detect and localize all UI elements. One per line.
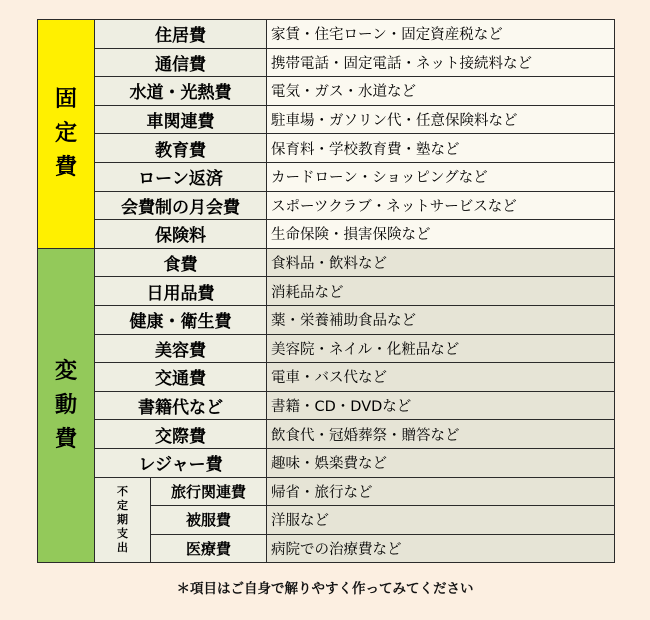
examples-cell: 書籍・CD・DVDなど [267, 391, 615, 420]
table-row [38, 48, 615, 77]
examples-cell: 美容院・ネイル・化粧品など [267, 334, 615, 363]
category-cell: 交通費 [95, 363, 267, 392]
category-cell: 住居費 [95, 20, 267, 49]
category-cell: 食費 [95, 248, 267, 277]
examples-cell: 病院での治療費など [267, 534, 615, 563]
category-cell: 車関連費 [95, 105, 267, 134]
table-row [38, 248, 615, 277]
category-cell: 医療費 [151, 534, 267, 563]
category-cell: 会費制の月会費 [95, 191, 267, 220]
table-row [38, 162, 615, 191]
category-cell: 交際費 [95, 420, 267, 449]
fixed-cost-label: 固定費 [54, 86, 77, 180]
examples-cell: カードローン・ショッピングなど [267, 162, 615, 191]
table-row [38, 334, 615, 363]
category-cell: 被服費 [151, 506, 267, 535]
category-cell: レジャー費 [95, 448, 267, 477]
table-row [38, 277, 615, 306]
examples-cell: 帰省・旅行など [267, 477, 615, 506]
table-row [38, 305, 615, 334]
category-cell: 水道・光熱費 [95, 77, 267, 106]
budget-category-table [37, 19, 615, 563]
table-row [38, 20, 615, 49]
table-row [38, 77, 615, 106]
examples-cell: 消耗品など [267, 277, 615, 306]
footnote: ＊項目はご自身で解りやすく作ってみてください [176, 581, 474, 597]
variable-cost-group-label [38, 248, 95, 563]
category-cell: 日用品費 [95, 277, 267, 306]
variable-cost-label: 変動費 [54, 358, 77, 452]
irregular-expense-label-cell [95, 477, 151, 563]
examples-cell: 家賃・住宅ローン・固定資産税など [267, 20, 615, 49]
table-row [38, 105, 615, 134]
category-cell: ローン返済 [95, 162, 267, 191]
category-cell: 書籍代など [95, 391, 267, 420]
table-row [38, 391, 615, 420]
fixed-cost-group-label [38, 20, 95, 249]
examples-cell: 洋服など [267, 506, 615, 535]
examples-cell: 飲食代・冠婚葬祭・贈答など [267, 420, 615, 449]
examples-cell: 薬・栄養補助食品など [267, 305, 615, 334]
irregular-expense-label: 不定期支出 [117, 484, 128, 554]
examples-cell: 趣味・娯楽費など [267, 448, 615, 477]
table-row [38, 191, 615, 220]
category-cell: 健康・衛生費 [95, 305, 267, 334]
examples-cell: 電車・バス代など [267, 363, 615, 392]
category-cell: 保険料 [95, 220, 267, 249]
examples-cell: スポーツクラブ・ネットサービスなど [267, 191, 615, 220]
table-row [38, 420, 615, 449]
category-cell: 旅行関連費 [151, 477, 267, 506]
table-row [38, 448, 615, 477]
examples-cell: 電気・ガス・水道など [267, 77, 615, 106]
examples-cell: 食料品・飲料など [267, 248, 615, 277]
examples-cell: 携帯電話・固定電話・ネット接続料など [267, 48, 615, 77]
table-row [38, 363, 615, 392]
examples-cell: 駐車場・ガソリン代・任意保険料など [267, 105, 615, 134]
table-row [38, 220, 615, 249]
table-row [38, 477, 615, 506]
examples-cell: 保育料・学校教育費・塾など [267, 134, 615, 163]
category-cell: 通信費 [95, 48, 267, 77]
category-cell: 美容費 [95, 334, 267, 363]
table-row [38, 134, 615, 163]
examples-cell: 生命保険・損害保険など [267, 220, 615, 249]
category-cell: 教育費 [95, 134, 267, 163]
